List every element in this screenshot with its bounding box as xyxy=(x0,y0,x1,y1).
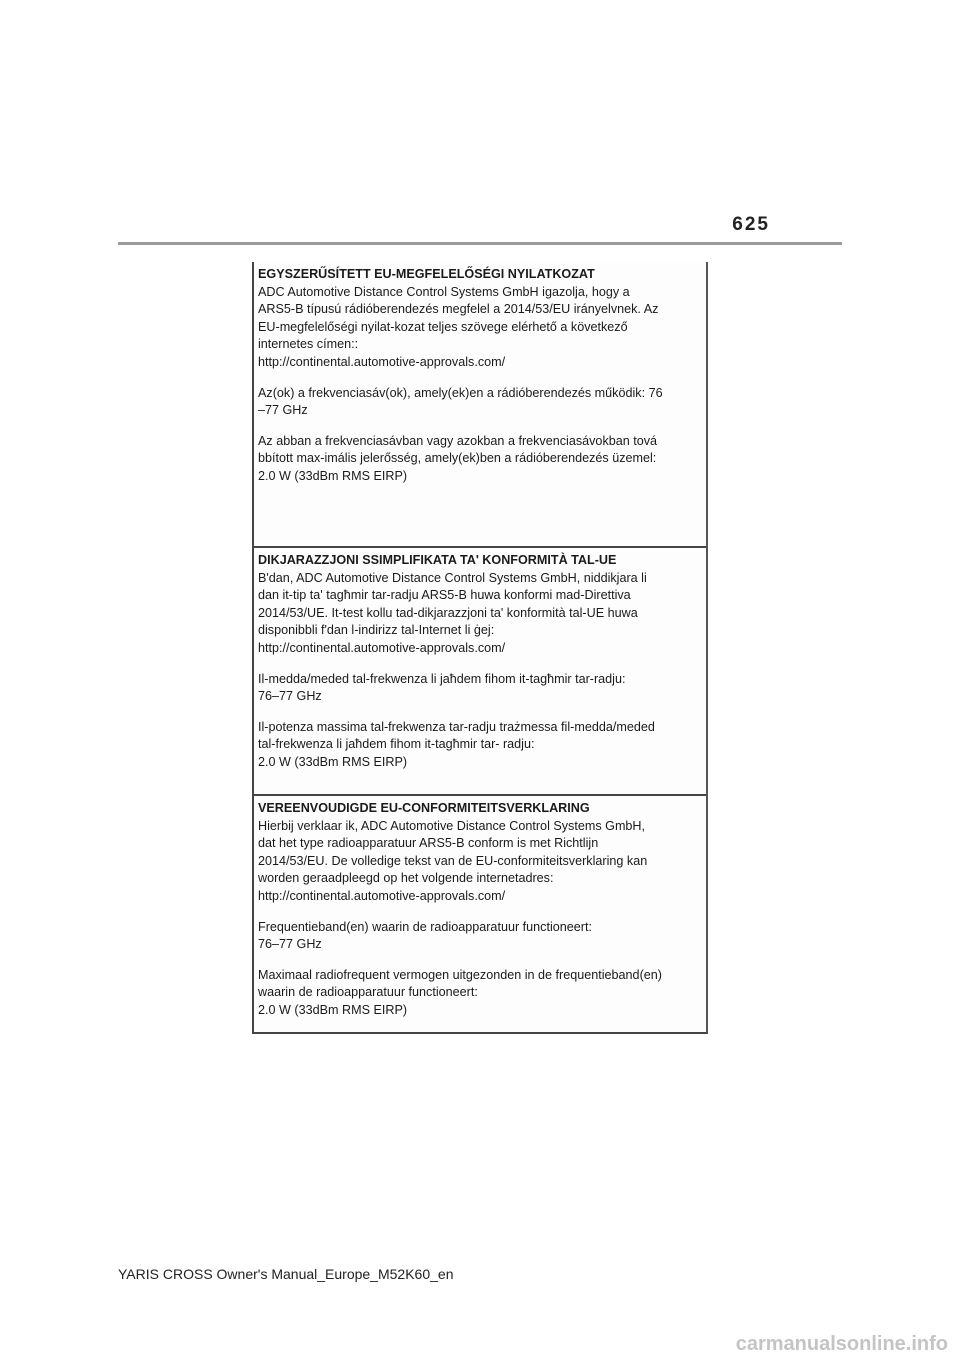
section-paragraph: Il-potenza massima tal-frekwenza tar-radju trażmessa fil-medda/meded tal-frekwenza li jaħdem fihom it-tagħmir tar- radju: 2.0 W (33dBm RMS EIRP) xyxy=(258,719,655,769)
section-paragraph: Maximaal radiofrequent vermogen uitgezonden in de frequentieband(en) waarin de radioapparatuur functioneert: 2.0 W (33dBm RMS EIRP) xyxy=(258,967,662,1017)
section-paragraph: Il-medda/meded tal-frekwenza li jaħdem fihom it-tagħmir tar-radju: 76–77 GHz xyxy=(258,671,626,704)
section-paragraph: ADC Automotive Distance Control Systems GmbH igazolja, hogy a ARS5-B típusú rádióberendezés megfelel a 2014/53/EU irányelvnek. Az EU-megfelelőségi nyilat-kozat teljes szövege elérhető a következő internetes címen:: http://continental.automotive-approvals.com/ xyxy=(258,284,659,369)
declaration-section-hungarian xyxy=(254,262,706,546)
section-title: DIKJARAZZJONI SSIMPLIFIKATA TA' KONFORMITÀ TAL-UE xyxy=(258,553,617,567)
section-paragraph: B'dan, ADC Automotive Distance Control Systems GmbH, niddikjara li dan it-tip ta' tagħmir tar-radju ARS5-B huwa konformi mad-Direttiva 2014/53/UE. It-test kollu tad-dikjarazzjoni ta' konformità tal-UE huwa disponibbli f'dan l-indirizz tal-Internet li ġej: http://continental.automotive-approvals.com/ xyxy=(258,570,647,655)
declaration-section-dutch xyxy=(254,794,706,1032)
declaration-scan xyxy=(252,262,708,1034)
header-rule xyxy=(118,242,842,245)
manual-footer: YARIS CROSS Owner's Manual_Europe_M52K60_en xyxy=(118,1266,454,1282)
section-paragraph: Hierbij verklaar ik, ADC Automotive Distance Control Systems GmbH, dat het type radioapparatuur ARS5-B conform is met Richtlijn 2014/53/EU. De volledige tekst van de EU-conformiteitsverklaring kan worden geraadpleegd op het volgende internetadres: http://continental.automotive-approvals.com/ xyxy=(258,818,648,903)
section-title: EGYSZERŰSÍTETT EU-MEGFELELŐSÉGI NYILATKOZAT xyxy=(258,267,595,281)
declaration-section-maltese xyxy=(254,546,706,794)
section-title: VEREENVOUDIGDE EU-CONFORMITEITSVERKLARING xyxy=(258,801,590,815)
page-number: 625 xyxy=(732,214,770,235)
watermark: carmanualsonline.info xyxy=(735,1333,948,1355)
section-paragraph: Az(ok) a frekvenciasáv(ok), amely(ek)en a rádióberendezés működik: 76 –77 GHz xyxy=(258,385,663,418)
section-paragraph: Frequentieband(en) waarin de radioapparatuur functioneert: 76–77 GHz xyxy=(258,919,592,952)
section-paragraph: Az abban a frekvenciasávban vagy azokban a frekvenciasávokban tová bbított max-imális jelerősség, amely(ek)ben a rádióberendezés üzemel: 2.0 W (33dBm RMS EIRP) xyxy=(258,433,658,483)
